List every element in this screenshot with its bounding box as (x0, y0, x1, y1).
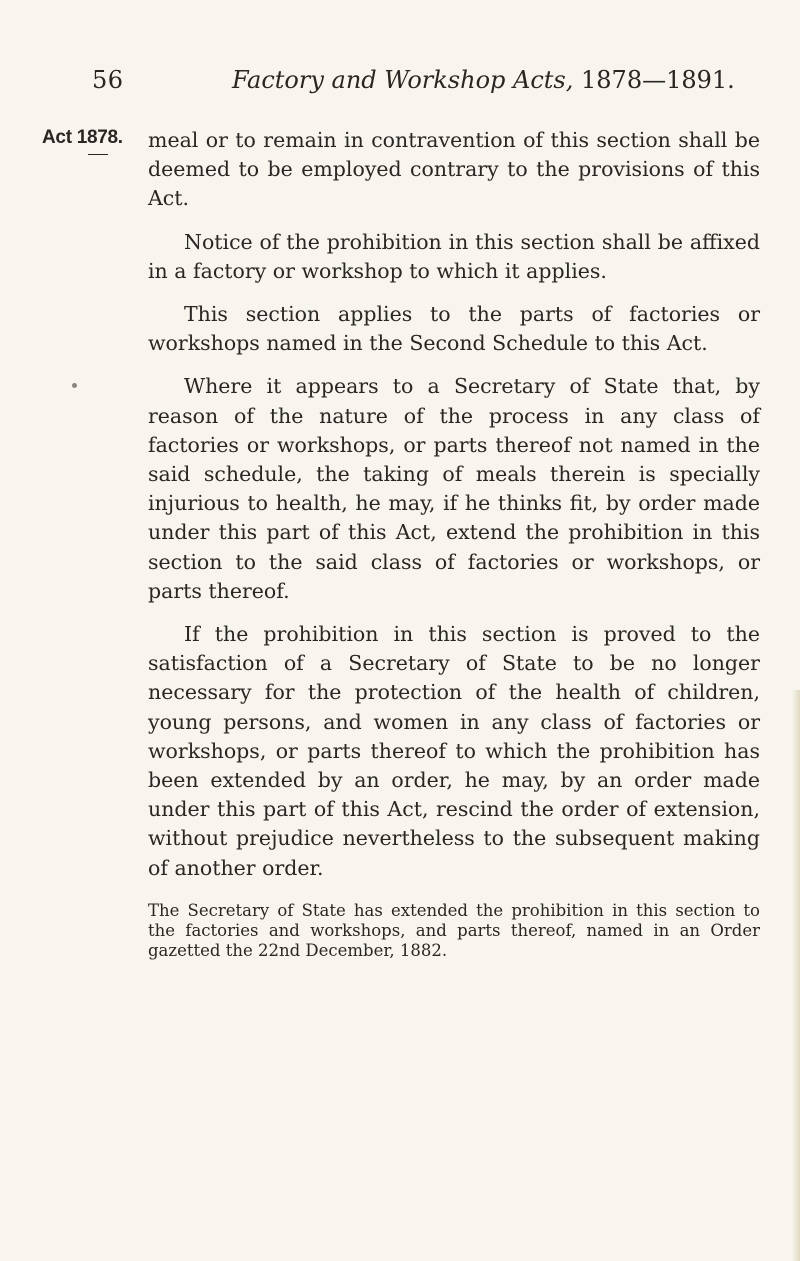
margin-note: Act 1878. (42, 127, 123, 148)
body-text (148, 126, 760, 961)
paragraph-2: Notice of the prohibition in this section shall be affixed in a factory or workshop to which it applies. (148, 229, 760, 283)
paragraph-3: This section applies to the parts of factories or workshops named in the Second Schedule to this Act. (148, 302, 760, 356)
margin-dot (72, 383, 77, 388)
margin-rule (88, 154, 108, 155)
footnote: The Secretary of State has extended the prohibition in this section to the factories and workshops, and parts thereof, named in an Order gazetted the 22nd December, 1882. (148, 900, 760, 960)
paragraph-4: Where it appears to a Secretary of State that, by reason of the nature of the process in any class of factories or workshops, or parts thereof not named in the said schedule, the taking of meals therein is specially injurious to health, he may, if he thinks fit, by order made under this part of this Act, extend the prohibition in this section to the said class of factories or workshops, or parts thereof. (148, 374, 760, 603)
page-header (92, 66, 735, 114)
running-title (232, 66, 735, 94)
running-title-years: 1878—1891. (581, 66, 735, 94)
paragraph-1: meal or to remain in contravention of this section shall be deemed to be employed contrary to the provisions of this Act. (148, 128, 760, 211)
page-number: 56 (92, 66, 124, 94)
paragraph-5: If the prohibition in this section is proved to the satisfaction of a Secretary of State to be no longer necessary for the protection of the health of children, young persons, and women in any class of factories or workshops, or parts thereof to which the prohibition has been extended by an order, he may, by an order made under this part of this Act, rescind the order of extension, without prejudice nevertheless to the subsequent making of another order. (148, 622, 760, 880)
page-edge-shadow (792, 690, 800, 1261)
running-title-italic: Factory and Workshop Acts, (232, 66, 574, 94)
